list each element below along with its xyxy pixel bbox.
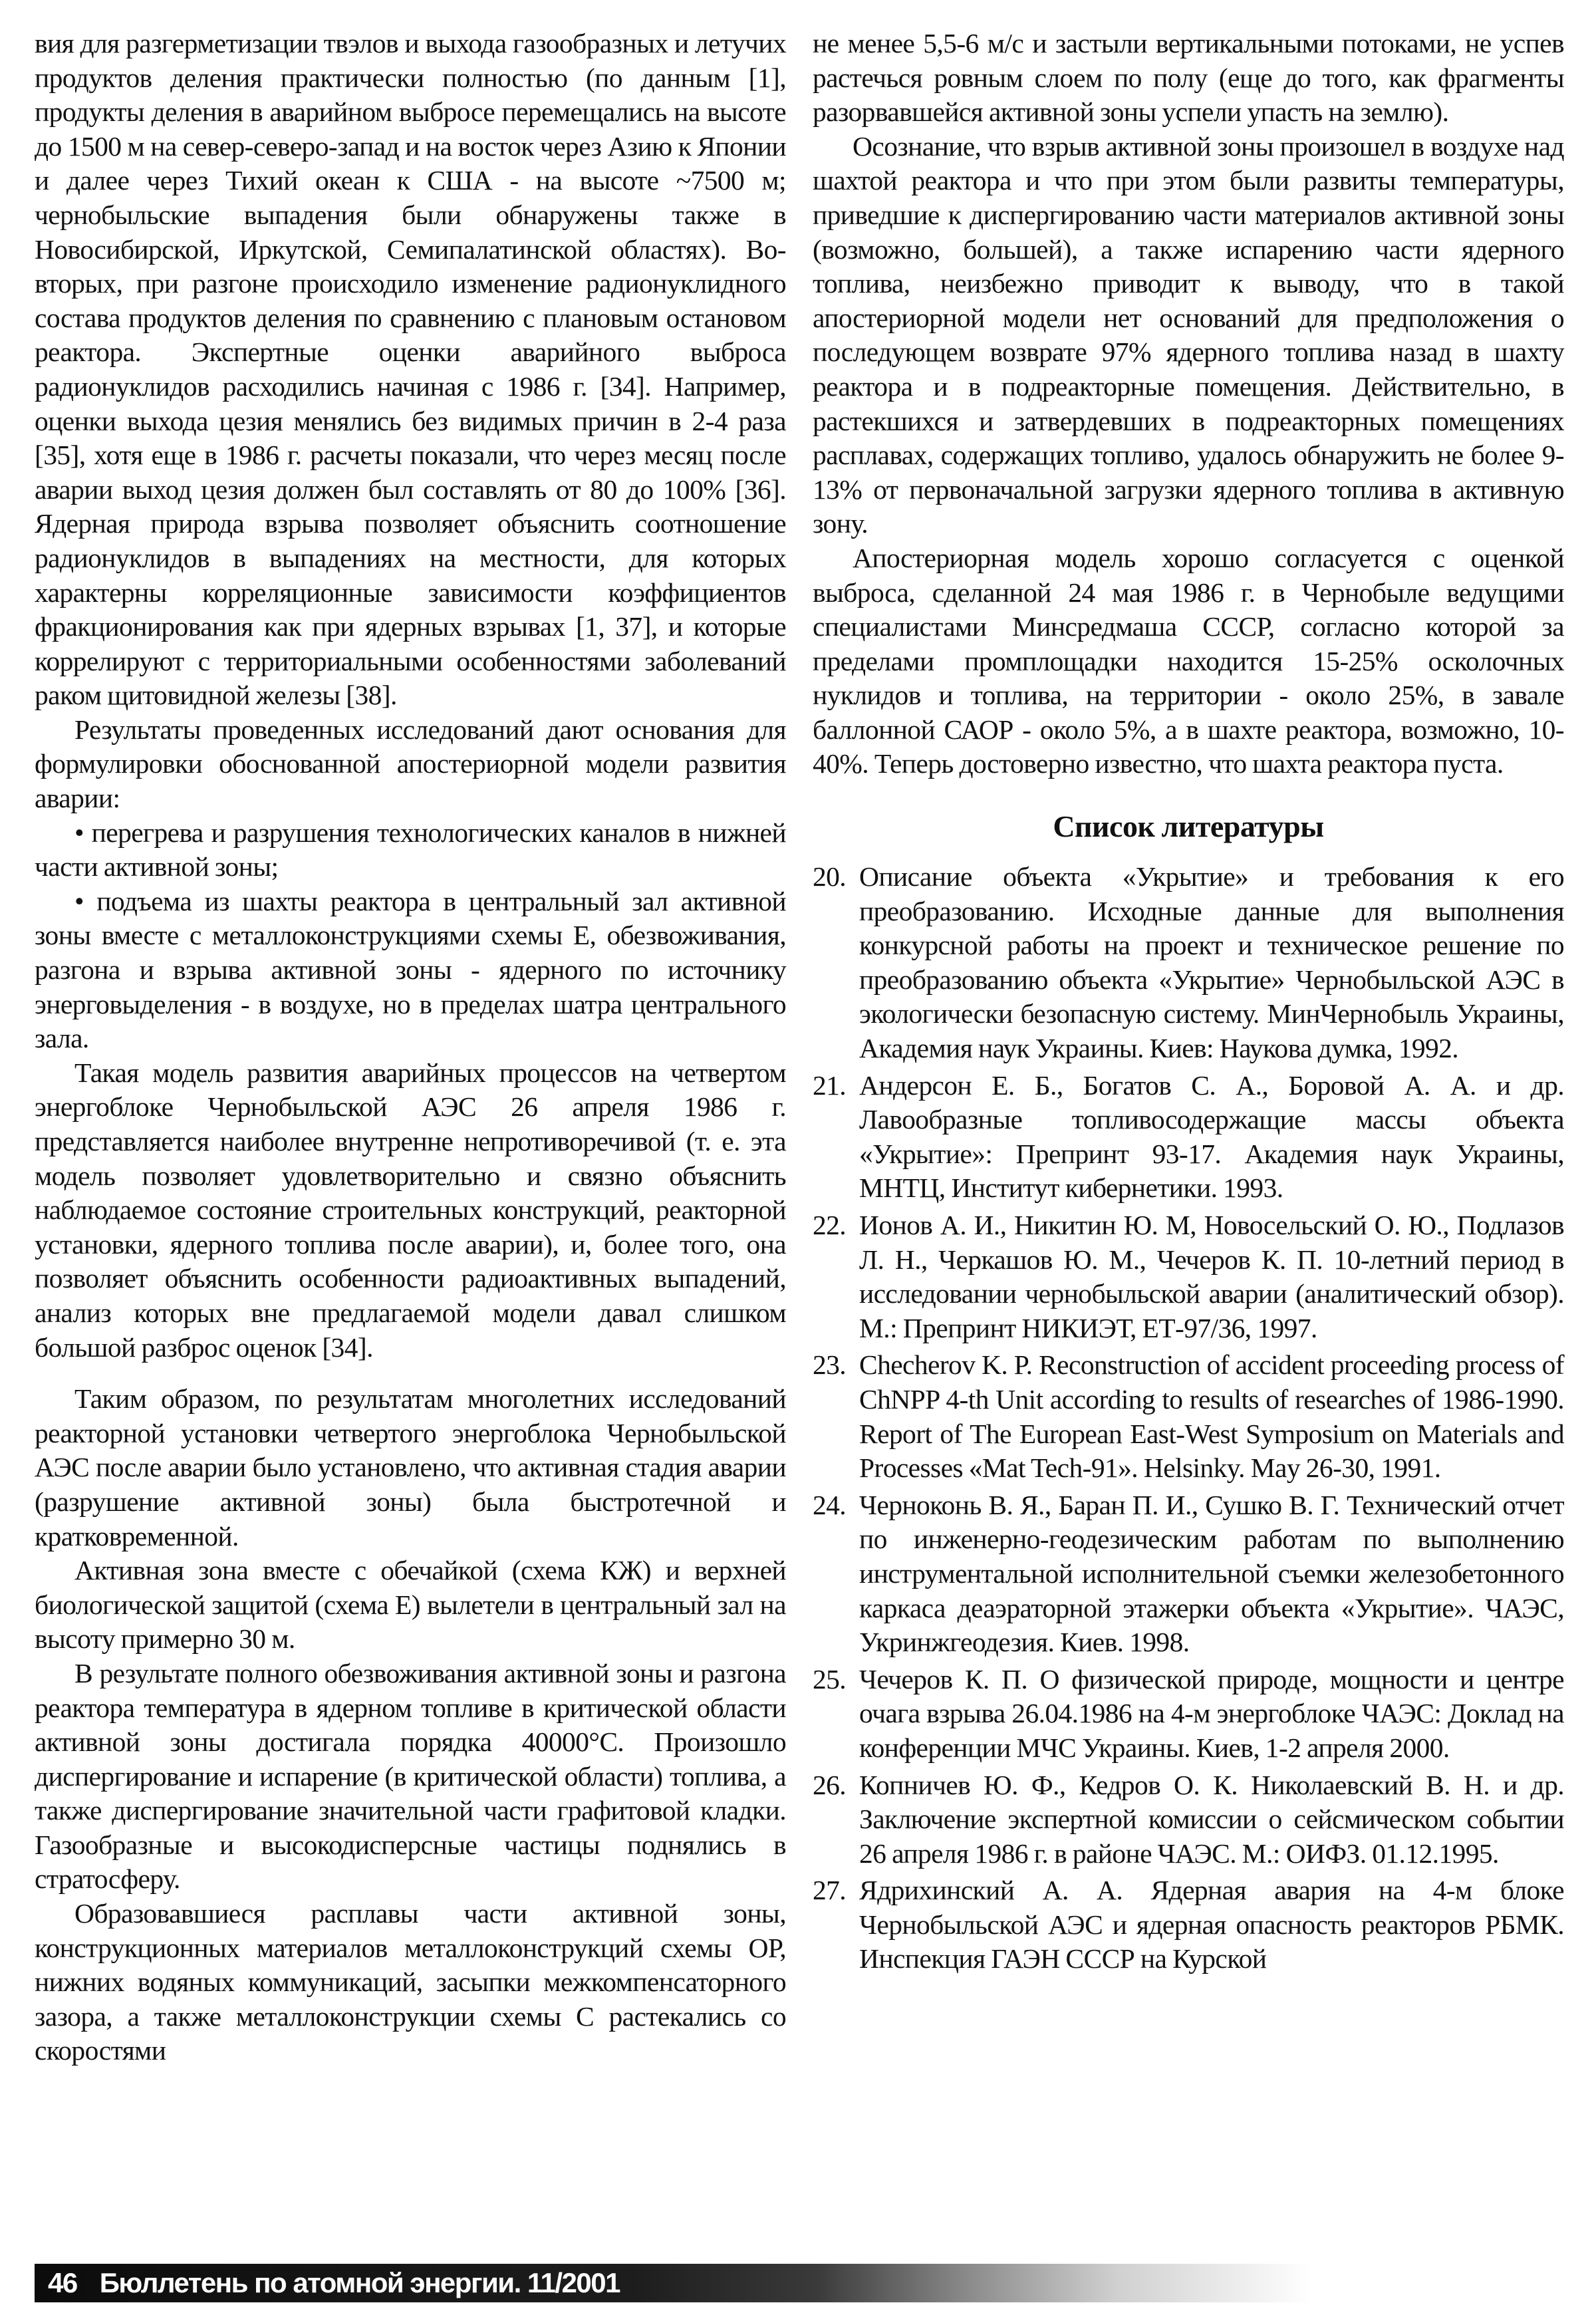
reference-item <box>813 1873 1564 1976</box>
reference-number: 25. <box>813 1663 847 1695</box>
body-paragraph: вия для разгерметизации твэлов и выхода газообразных и летучих продуктов деления практически полностью (по данным [1], продукты деления в аварийном выбросе перемещались на высоте до 1500 м на север-северо-запад и на восток через Азию к Японии и далее через Тихий океан к США - на высоте ~7500 м; чернобыльские выпадения были обнаружены также в Новосибирской, Иркутской, Семипалатинской областях). Во-вторых, при разгоне происходило изменение радионуклидного состава продуктов деления по сравнению с плановым остановом реактора. Экспертные оценки аварийного выброса радионуклидов расходились начиная с 1986 г. [34]. Например, оценки выхода цезия менялись без видимых причин в 2-4 раза [35], хотя еще в 1986 г. расчеты показали, что через месяц после аварии выход цезия должен был составлять от 80 до 100% [36]. Ядерная природа взрыва позволяет объяснить соотношение радионуклидов в выпадениях на местности, для которых характерны корреляционные зависимости коэффициентов фракционирования как при ядерных взрывах [1, 37], и которые коррелируют с территориальными особенностями заболеваний раком щитовидной железы [38]. <box>35 28 786 711</box>
bullet-item: • перегрева и разрушения технологических каналов в нижней части активной зоны; <box>35 817 786 883</box>
bullet-item: • подъема из шахты реактора в центральный зал активной зоны вместе с металлоконструкциями схемы Е, обезвоживания, разгона и взрыва активной зоны - ядерного по источнику энерговыделения - в воздухе, но в пределах шатра центрального зала. <box>35 885 786 1054</box>
references-heading: Список литературы <box>1053 809 1324 844</box>
reference-number: 22. <box>813 1210 847 1240</box>
reference-number: 27. <box>813 1875 847 1906</box>
right-text-column <box>813 27 1564 1979</box>
reference-text: Андерсон Е. Б., Богатов С. А., Боровой А. А. и др. Лавообразные топливосодержащие массы объекта «Укрытие»: Препринт 93-17. Академия наук Украины, МНТЦ, Институт кибернетики. 1993. <box>859 1069 1564 1204</box>
reference-item <box>813 1488 1564 1660</box>
body-paragraph: Активная зона вместе с обечайкой (схема КЖ) и верхней биологической защитой (схема Е) вылетели в центральный зал на высоту примерно 30 м. <box>35 1555 786 1655</box>
reference-number: 26. <box>813 1769 847 1800</box>
journal-title: Бюллетень по атомной энергии. 11/2001 <box>99 2267 620 2298</box>
reference-item <box>813 860 1564 1066</box>
page-number: 46 <box>48 2267 77 2298</box>
body-paragraph: Такая модель развития аварийных процессов на четвертом энергоблоке Чернобыльской АЭС 26 апреля 1986 г. представляется наиболее внутренне непротиворечивой (т. е. эта модель позволяет удовлетворительно и связно объяснить наблюдаемое состояние строительных конструкций, реакторной установки, ядерного топлива после аварии), и, более того, она позволяет объяснить особенности радиоактивных выпадений, анализ которых вне предлагаемой модели давал слишком большой разброс оценок [34]. <box>35 1057 786 1363</box>
body-paragraph: Результаты проведенных исследований дают основания для формулировки обоснованной апостериорной модели развития аварии: <box>35 714 786 814</box>
page-footer-bar <box>35 2264 1537 2302</box>
reference-text: Чечеров К. П. О физической природе, мощности и центре очага взрыва 26.04.1986 на 4-м энергоблоке ЧАЭС: Доклад на конференции МЧС Украины. Киев, 1-2 апреля 2000. <box>859 1663 1564 1763</box>
reference-text: Черноконь В. Я., Баран П. И., Сушко В. Г. Технический отчет по инженерно-геодезическим работам по выполнению инструментальной исполнительной съемки железобетонного каркаса деаэраторной этажерки объекта «Укрытие». ЧАЭС, Укринжгеодезия. Киев. 1998. <box>859 1489 1564 1658</box>
body-paragraph: Апостериорная модель хорошо согласуется с оценкой выброса, сделанной 24 мая 1986 г. в Чернобыле ведущими специалистами Минсредмаша СССР, согласно которой за пределами промплощадки находится 15-25% осколочных нуклидов и топлива, на территории - около 25%, в завале баллонной САОР - около 5%, а в шахте реактора, возможно, 10-40%. Теперь достоверно известно, что шахта реактора пуста. <box>813 542 1564 779</box>
body-paragraph: не менее 5,5-6 м/с и застыли вертикальными потоками, не успев растечься ровным слоем по полу (еще до того, как фрагменты разорвавшейся активной зоны успели упасть на землю). <box>813 28 1564 128</box>
reference-number: 24. <box>813 1489 847 1520</box>
reference-item <box>813 1768 1564 1871</box>
reference-text: Ионов А. И., Никитин Ю. М, Новосельский О. Ю., Подлазов Л. Н., Черкашов Ю. М., Чечеров К. П. 10-летний период в исследовании чернобыльской аварии (аналитический обзор). М.: Препринт НИКИЭТ, ЕТ-97/36, 1997. <box>859 1210 1564 1343</box>
reference-item <box>813 1208 1564 1345</box>
body-paragraph: В результате полного обезвоживания активной зоны и разгона реактора температура в ядерном топливе в критической области активной зоны достигала порядка 40000°С. Произошло диспергирование и испарение (в критической области) топлива, а также диспергирование значительной части графитовой кладки. Газообразные и высокодисперсные частицы поднялись в стратосферу. <box>35 1657 786 1895</box>
reference-text: Описание объекта «Укрытие» и требования к его преобразованию. Исходные данные для выполнения конкурсной работы на проект и техническое решение по преобразованию объекта «Укрытие» Чернобыльской АЭС в экологически безопасную систему. МинЧернобыль Украины, Академия наук Украины. Киев: Наукова думка, 1992. <box>859 861 1564 1064</box>
body-paragraph: Таким образом, по результатам многолетних исследований реакторной установки четвертого энергоблока Чернобыльской АЭС после аварии было установлено, что активная стадия аварии (разрушение активной зоны) была быстротечной и кратковременной. <box>35 1383 786 1552</box>
reference-text: Ядрихинский А. А. Ядерная авария на 4-м блоке Чернобыльской АЭС и ядерная опасность реакторов РБМК. Инспекция ГАЭН СССР на Курской <box>859 1875 1564 1974</box>
reference-item <box>813 1663 1564 1766</box>
reference-text: Копничев Ю. Ф., Кедров О. К. Николаевский В. Н. и др. Заключение экспертной комиссии о сейсмическом событии 26 апреля 1986 г. в районе ЧАЭС. М.: ОИФЗ. 01.12.1995. <box>859 1769 1564 1869</box>
reference-number: 23. <box>813 1349 847 1381</box>
body-paragraph: Образовавшиеся расплавы части активной зоны, конструкционных материалов металлоконструкций схемы ОР, нижних водяных коммуникаций, засыпки межкомпенсаторного зазора, а также металлоконструкции схемы С растекались со скоростями <box>35 1898 786 2066</box>
reference-number: 21. <box>813 1069 847 1101</box>
body-paragraph: Осознание, что взрыв активной зоны произошел в воздухе над шахтой реактора и что при этом были развиты температуры, приведшие к диспергированию части материалов активной зоны (возможно, большей), а также испарению части ядерного топлива, неизбежно приводит к выводу, что в такой апостериорной модели нет оснований для предположения о последующем возврате 97% ядерного топлива назад в шахту реактора и в подреакторные помещения. Действительно, в растекшихся и затвердевших в подреакторных помещениях расплавах, содержащих топливо, удалось обнаружить не более 9-13% от первоначальной загрузки ядерного топлива в активную зону. <box>813 130 1564 539</box>
reference-item <box>813 1348 1564 1485</box>
reference-number: 20. <box>813 861 847 892</box>
reference-text: Checherov K. P. Reconstruction of accident proceeding process of ChNPP 4-th Unit according to results of researches of 1986-1990. Report of The European East-West Symposium on Materials and Processes «Mat Tech-91». Helsinky. May 26-30, 1991. <box>859 1349 1564 1484</box>
reference-item <box>813 1069 1564 1206</box>
footer-text <box>48 2266 620 2300</box>
left-text-column <box>35 27 786 2068</box>
references-list <box>813 860 1564 1976</box>
